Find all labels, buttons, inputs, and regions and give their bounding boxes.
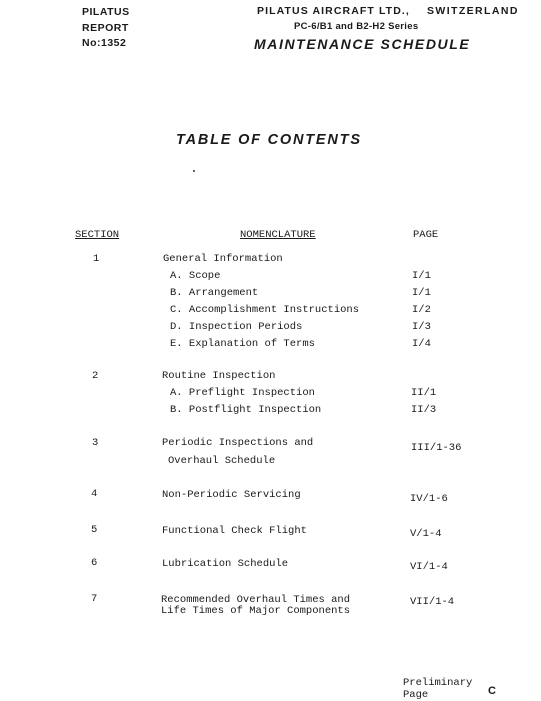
toc-item-page: I/3 <box>412 321 431 333</box>
section-number: 5 <box>91 524 98 536</box>
section-page: III/1-36 <box>411 442 462 454</box>
section-title: Non-Periodic Servicing <box>162 489 301 501</box>
toc-item-label: B. Postflight Inspection <box>170 404 322 416</box>
section-number: 2 <box>92 370 99 382</box>
page-footer <box>403 677 472 701</box>
section-title-continued: Life Times of Major Components <box>161 605 351 617</box>
toc-title: TABLE OF CONTENTS <box>176 132 362 148</box>
footer-page-label: Page <box>403 689 429 701</box>
toc-item-page: I/1 <box>412 287 431 299</box>
section-title: Recommended Overhaul Times and <box>161 594 351 606</box>
toc-item-label: A. Preflight Inspection <box>170 387 315 399</box>
section-title: Functional Check Flight <box>162 525 307 537</box>
section-title: General Information <box>163 253 283 265</box>
section-number: 4 <box>91 488 98 500</box>
section-number: 6 <box>91 557 98 569</box>
company-country: SWITZERLAND <box>427 5 519 17</box>
toc-item-label: D. Inspection Periods <box>170 321 303 333</box>
toc-item-label: A. Scope <box>170 270 221 282</box>
section-title-continued: Overhaul Schedule <box>168 455 276 467</box>
column-header-page: PAGE <box>413 229 439 241</box>
speck-mark <box>193 170 195 172</box>
column-header-nomenclature: NOMENCLATURE <box>240 229 316 241</box>
section-page: VI/1-4 <box>410 561 448 573</box>
section-number: 1 <box>93 253 100 265</box>
toc-item-label: B. Arrangement <box>170 287 259 299</box>
aircraft-series: PC-6/B1 and B2-H2 Series <box>294 21 419 32</box>
section-number: 7 <box>91 593 98 605</box>
footer-page-letter: C <box>488 685 496 697</box>
section-title: Periodic Inspections and <box>162 437 314 449</box>
footer-status: Preliminary <box>403 677 473 689</box>
section-page: VII/1-4 <box>410 596 455 608</box>
document-title: MAINTENANCE SCHEDULE <box>254 36 471 52</box>
column-header-section: SECTION <box>75 229 120 241</box>
toc-item-label: E. Explanation of Terms <box>170 338 315 350</box>
toc-item-page: I/4 <box>412 338 431 350</box>
section-title: Routine Inspection <box>162 370 276 382</box>
company-name: PILATUS AIRCRAFT LTD., <box>257 5 410 17</box>
toc-item-page: I/1 <box>412 270 431 282</box>
section-page: V/1-4 <box>410 528 442 540</box>
report-number: No:1352 <box>82 37 127 49</box>
section-number: 3 <box>92 437 99 449</box>
toc-item-label: C. Accomplishment Instructions <box>170 304 360 316</box>
company-line <box>257 5 519 17</box>
toc-item-page: II/1 <box>411 387 437 399</box>
section-title: Lubrication Schedule <box>162 558 289 570</box>
toc-item-page: II/3 <box>411 404 437 416</box>
report-company: PILATUS <box>82 6 130 18</box>
toc-item-page: I/2 <box>412 304 431 316</box>
report-id-block <box>82 5 130 52</box>
section-page: IV/1-6 <box>410 493 448 505</box>
report-label: REPORT <box>82 21 129 34</box>
